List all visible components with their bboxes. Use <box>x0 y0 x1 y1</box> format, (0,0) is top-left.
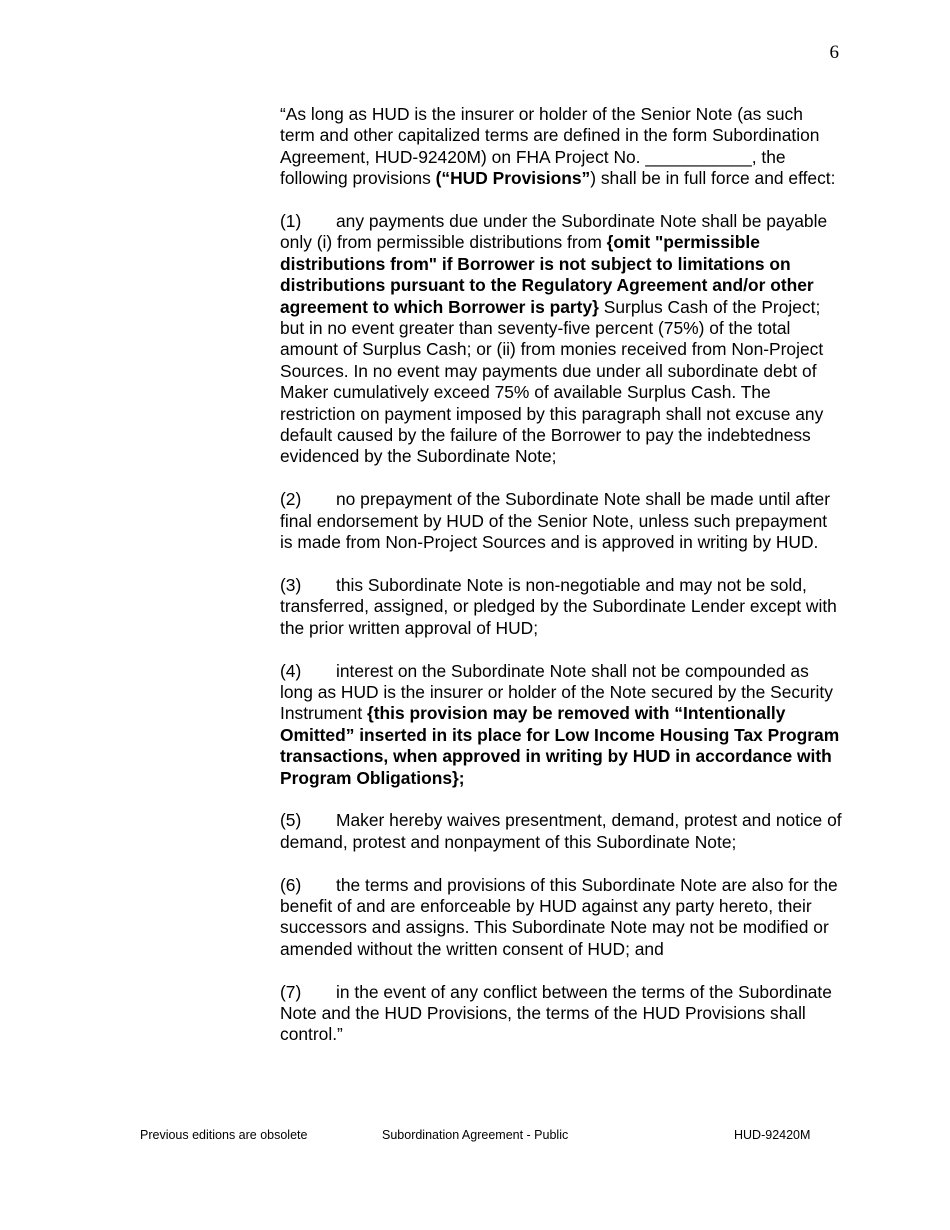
footer-document-title: Subordination Agreement - Public <box>382 1128 569 1142</box>
provision-6 <box>280 875 842 961</box>
provision-text: no prepayment of the Subordinate Note shall be made until after final endorsement by HUD of the Senior Note, unless such prepayment is made from Non-Project Sources and is approved in writing by HUD. <box>280 489 831 553</box>
provision-5 <box>280 810 842 853</box>
provision-text-end: Surplus Cash of the Project; but in no event greater than seventy-five percent (75%) of the total amount of Surplus Cash; or (ii) from monies received from Non-Project Sources. In no event may payments due under all subordinate debt of Maker cumulatively exceed 75% of available Surplus Cash. The restriction on payment imposed by this paragraph shall not excuse any default caused by the failure of the Borrower to pay the indebtedness evidenced by the Subordinate Note; <box>280 296 824 467</box>
provision-number: (2) <box>280 489 302 510</box>
intro-bold-term: (“HUD Provisions” <box>435 168 591 189</box>
intro-paragraph <box>280 104 842 190</box>
provision-text: this Subordinate Note is non-negotiable and may not be sold, transferred, assigned, or pledged by the Subordinate Lender except with the prior written approval of HUD; <box>280 574 837 638</box>
provision-bold-note: {omit "permissible distributions from" if Borrower is not subject to limitations on distributions pursuant to the Regulatory Agreement and/or other agreement to which Borrower is party} <box>280 232 814 317</box>
provision-text: interest on the Subordinate Note shall not be compounded as long as HUD is the insurer or holder of the Note secured by the Security Instrument <box>280 660 833 724</box>
provision-text: in the event of any conflict between the terms of the Subordinate Note and the HUD Provisions, the terms of the HUD Provisions shall control.” <box>280 981 832 1045</box>
document-body <box>280 104 842 1067</box>
provision-number: (1) <box>280 211 302 232</box>
provision-number: (6) <box>280 874 302 895</box>
provision-7 <box>280 982 842 1046</box>
provision-number: (4) <box>280 660 302 681</box>
footer-obsolete-notice: Previous editions are obsolete <box>140 1128 308 1142</box>
provision-2 <box>280 489 842 553</box>
intro-text-end: ) shall be in full force and effect: <box>590 168 836 189</box>
page-number: 6 <box>829 42 839 63</box>
intro-text: “As long as HUD is the insurer or holder of the Senior Note (as such term and other capitalized terms are defined in the form Subordination Agreement, HUD-92420M) on FHA Project No. ___________, the following provisions <box>280 104 820 189</box>
provision-text: Maker hereby waives presentment, demand, protest and notice of demand, protest and nonpayment of this Subordinate Note; <box>280 810 842 852</box>
provision-number: (3) <box>280 574 302 595</box>
provision-3 <box>280 575 842 639</box>
provision-number: (5) <box>280 810 302 831</box>
provision-4 <box>280 661 842 789</box>
provision-1 <box>280 211 842 468</box>
provision-number: (7) <box>280 981 302 1002</box>
provision-text: any payments due under the Subordinate Note shall be payable only (i) from permissible distributions from <box>280 211 828 253</box>
footer-form-number: HUD-92420M <box>734 1128 811 1142</box>
provision-bold-note: {this provision may be removed with “Intentionally Omitted” inserted in its place for Low Income Housing Tax Program transactions, when approved in writing by HUD in accordance with Program Obligations}; <box>280 703 840 788</box>
provision-text: the terms and provisions of this Subordinate Note are also for the benefit of and are enforceable by HUD against any party hereto, their successors and assigns. This Subordinate Note may not be modified or amended without the written consent of HUD; and <box>280 874 838 959</box>
